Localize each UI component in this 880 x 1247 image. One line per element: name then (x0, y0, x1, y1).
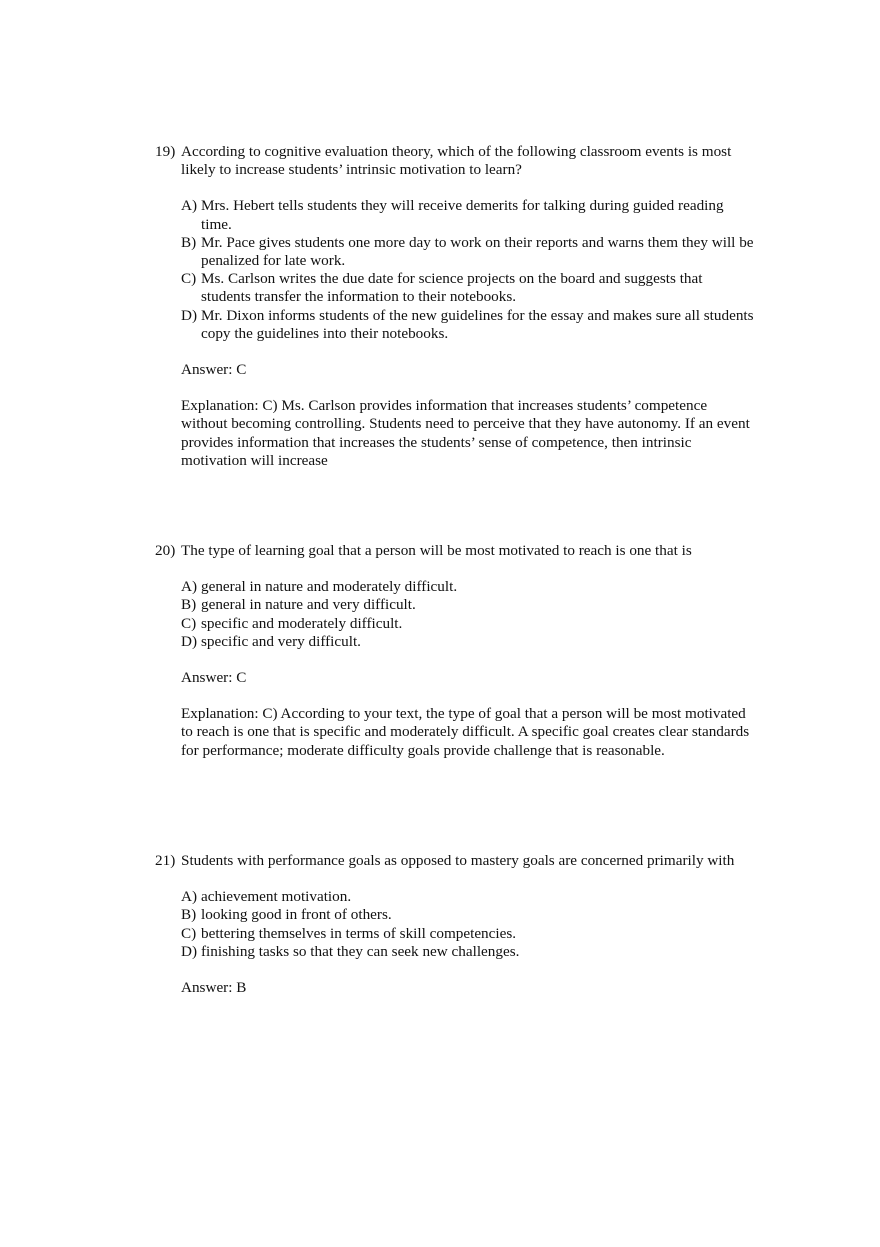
option-d (181, 633, 755, 651)
explanation-text: Explanation: C) Ms. Carlson provides information that increases students’ competence without becoming controlling. Students need to perceive that they have autonomy. If an event provides information that increases the students’ sense of competence, then intrinsic motivation will increase (181, 397, 750, 469)
question-19 (155, 143, 755, 470)
question-number: 21) (155, 852, 176, 869)
options-list (181, 578, 755, 651)
option-letter: D) (181, 632, 198, 650)
option-letter: C) (181, 270, 197, 288)
option-letter: C) (181, 614, 197, 632)
option-text: general in nature and moderately difficult. (201, 578, 458, 596)
option-text: Mr. Pace gives students one more day to work on their reports and warns them they will be penalized for late work. (201, 233, 754, 270)
option-d (181, 307, 755, 343)
question-20 (155, 542, 755, 760)
options-list (181, 197, 755, 343)
option-letter: D) (181, 942, 198, 960)
option-letter: B) (181, 233, 197, 251)
option-c (181, 270, 755, 306)
answer-line: Answer: C (181, 361, 247, 379)
question-21 (155, 852, 755, 997)
option-letter: B) (181, 906, 197, 924)
option-text: achievement motivation. (201, 888, 352, 906)
option-a (181, 197, 755, 233)
option-a (181, 578, 755, 596)
option-text: specific and very difficult. (201, 632, 361, 650)
option-c (181, 925, 755, 943)
question-stem (155, 542, 755, 560)
option-text: Mr. Dixon informs students of the new guidelines for the essay and makes sure all students copy the guidelines into their notebooks. (201, 306, 754, 342)
option-text: Mrs. Hebert tells students they will receive demerits for talking during guided reading time. (201, 197, 724, 233)
options-list (181, 888, 755, 961)
option-text: finishing tasks so that they can seek new challenges. (201, 942, 520, 960)
option-text: Ms. Carlson writes the due date for science projects on the board and suggests that students transfer the information to their notebooks. (201, 270, 703, 306)
question-number: 19) (155, 143, 176, 160)
question-number: 20) (155, 542, 176, 559)
question-text: According to cognitive evaluation theory, which of the following classroom events is most likely to increase students’ intrinsic motivation to learn? (181, 143, 732, 179)
explanation-text: Explanation: C) According to your text, the type of goal that a person will be most motivated to reach is one that is specific and moderately difficult. A specific goal creates clear standards for performance; moderate difficulty goals provide challenge that is reasonable. (181, 705, 750, 759)
answer-line: Answer: B (181, 979, 247, 997)
answer-line: Answer: C (181, 669, 247, 687)
option-d (181, 943, 755, 961)
question-stem (155, 143, 755, 179)
option-letter: B) (181, 596, 197, 614)
option-b (181, 596, 755, 614)
option-letter: A) (181, 197, 198, 215)
question-stem (155, 852, 755, 870)
question-text: The type of learning goal that a person will be most motivated to reach is one that is (181, 542, 692, 559)
option-letter: D) (181, 306, 198, 324)
option-letter: C) (181, 924, 197, 942)
option-letter: A) (181, 578, 198, 596)
option-text: specific and moderately difficult. (201, 614, 403, 632)
option-text: bettering themselves in terms of skill competencies. (201, 924, 517, 942)
option-text: looking good in front of others. (201, 906, 392, 924)
option-c (181, 615, 755, 633)
option-text: general in nature and very difficult. (201, 596, 416, 614)
option-a (181, 888, 755, 906)
option-letter: A) (181, 888, 198, 906)
option-b (181, 906, 755, 924)
option-b (181, 234, 755, 270)
question-text: Students with performance goals as opposed to mastery goals are concerned primarily with (181, 852, 735, 869)
